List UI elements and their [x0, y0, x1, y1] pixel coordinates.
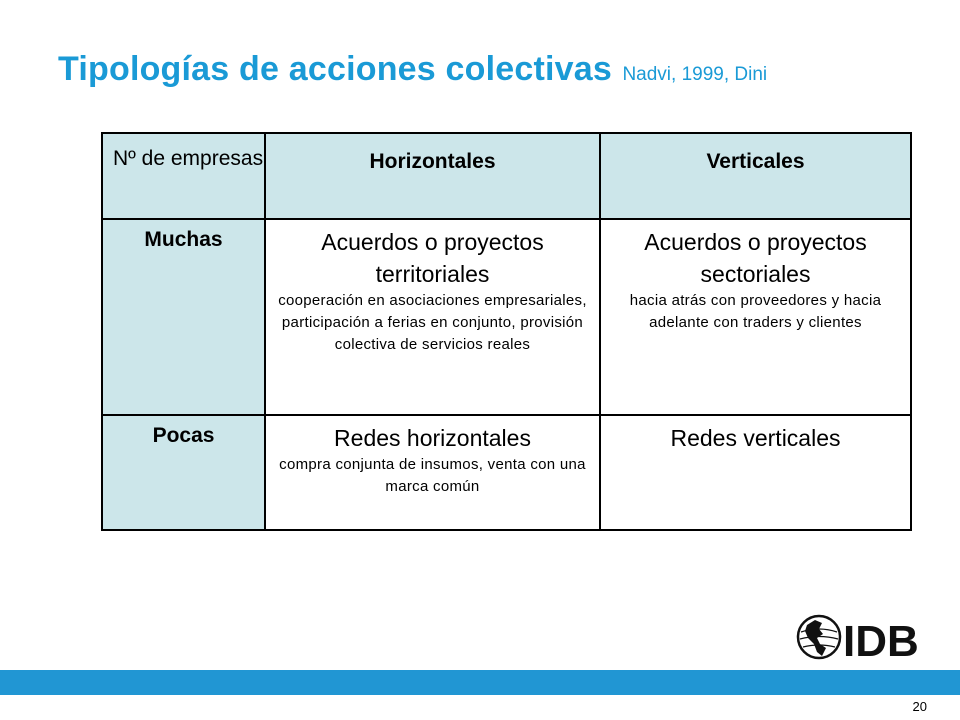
idb-logo: [795, 612, 929, 662]
cell-main-text: Redes horizontales: [334, 425, 531, 451]
corner-cell: [102, 133, 265, 219]
col-header-vertical: [600, 133, 911, 219]
logo-text: IDB: [843, 617, 919, 662]
cell-detail-text: compra conjunta de insumos, venta con una marca común: [279, 456, 586, 495]
cell-main-text: Redes verticales: [670, 425, 841, 451]
typology-table: [101, 132, 912, 531]
cell-pocas-horizontal: [265, 415, 600, 530]
col-header-vertical-label: Verticales: [706, 150, 805, 173]
cell-detail-text: hacia atrás con proveedores y hacia adelante con traders y clientes: [629, 292, 882, 331]
cell-muchas-vertical: [600, 219, 911, 415]
page-number: 20: [912, 699, 927, 714]
row-header-pocas: Pocas: [102, 415, 265, 530]
cell-muchas-horizontal: [265, 219, 600, 415]
table-header-row: [102, 133, 911, 219]
table-row: [102, 219, 911, 415]
table-row: [102, 415, 911, 530]
col-header-horizontal: [265, 133, 600, 219]
col-header-horizontal-label: Horizontales: [369, 150, 496, 173]
slide-title: [58, 50, 767, 89]
title-source: Nadvi, 1999, Dini: [622, 64, 768, 85]
cell-detail-text: cooperación en asociaciones empresariales, participación a ferias en conjunto, provisión colectiva de servicios reales: [278, 292, 587, 353]
cell-main-text: Acuerdos o proyectos sectoriales: [644, 229, 867, 287]
corner-label: Nº de empresas: [113, 147, 264, 170]
footer-bar: [0, 670, 960, 695]
row-header-muchas: Muchas: [102, 219, 265, 415]
cell-main-text: Acuerdos o proyectos territoriales: [321, 229, 544, 287]
cell-pocas-vertical: [600, 415, 911, 530]
title-main: Tipologías de acciones colectivas: [58, 50, 612, 88]
globe-americas-icon: [798, 616, 840, 658]
